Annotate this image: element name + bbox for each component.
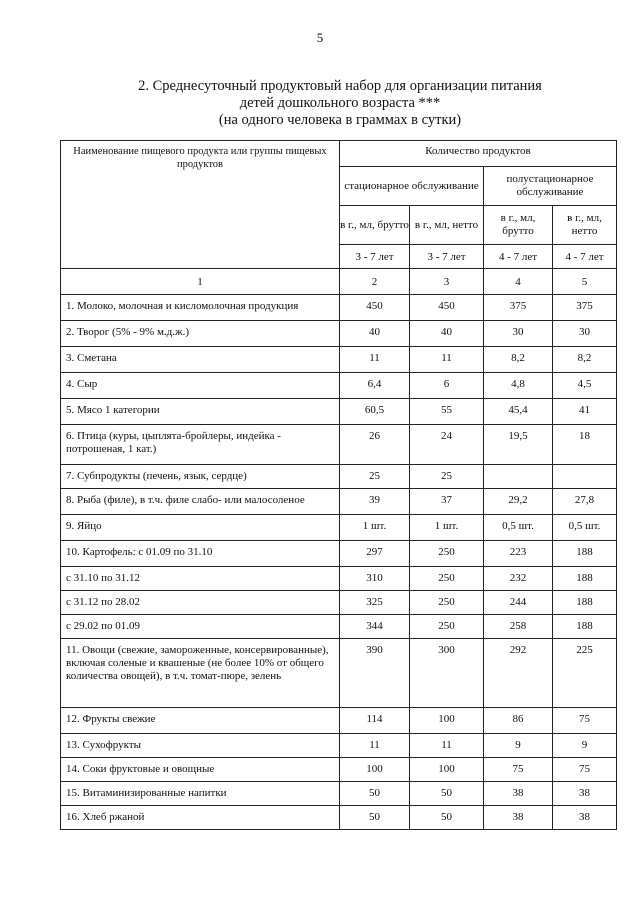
quantity-cell: 75 [553,708,617,734]
quantity-cell: 244 [484,591,553,615]
table-row [61,399,617,425]
header-brutto-semi: в г., мл, брутто [484,206,553,245]
header-age-semi-brutto: 4 - 7 лет [484,245,553,269]
table-row [61,758,617,782]
quantity-cell: 1 шт. [340,515,410,541]
quantity-cell: 223 [484,541,553,567]
quantity-cell: 8,2 [484,347,553,373]
quantity-cell: 100 [410,708,484,734]
quantity-cell: 188 [553,615,617,639]
table-row [61,782,617,806]
quantity-cell: 27,8 [553,489,617,515]
title-line-2: детей дошкольного возраста *** [239,95,441,111]
quantity-cell: 38 [553,782,617,806]
quantity-cell: 50 [340,782,410,806]
quantity-cell: 114 [340,708,410,734]
quantity-cell: 50 [340,806,410,830]
quantity-cell: 250 [410,541,484,567]
column-number-4: 4 [484,269,553,295]
quantity-cell: 450 [340,295,410,321]
product-name-cell: 15. Витаминизированные напитки [61,782,340,806]
product-name-cell: 2. Творог (5% - 9% м.д.ж.) [61,321,340,347]
quantity-cell [553,465,617,489]
table-row [61,591,617,615]
quantity-cell: 24 [410,425,484,465]
column-number-1: 1 [61,269,340,295]
quantity-cell: 38 [553,806,617,830]
quantity-cell: 75 [484,758,553,782]
product-name-cell: 4. Сыр [61,373,340,399]
quantity-cell: 11 [410,347,484,373]
quantity-cell: 0,5 шт. [484,515,553,541]
quantity-cell: 4,5 [553,373,617,399]
quantity-cell: 250 [410,615,484,639]
table-row [61,425,617,465]
quantity-cell: 250 [410,567,484,591]
quantity-cell [484,465,553,489]
quantity-cell: 75 [553,758,617,782]
quantity-cell: 188 [553,567,617,591]
quantity-cell: 9 [484,734,553,758]
table-row [61,295,617,321]
quantity-cell: 100 [410,758,484,782]
table-row [61,347,617,373]
quantity-cell: 25 [410,465,484,489]
quantity-cell: 40 [410,321,484,347]
table-row [61,321,617,347]
product-name-cell: 13. Сухофрукты [61,734,340,758]
quantity-cell: 375 [484,295,553,321]
quantity-cell: 11 [340,347,410,373]
quantity-cell: 45,4 [484,399,553,425]
header-age-semi-netto: 4 - 7 лет [553,245,617,269]
product-name-cell: 1. Молоко, молочная и кисломолочная продукция [61,295,340,321]
quantity-cell: 375 [553,295,617,321]
quantity-cell: 38 [484,782,553,806]
quantity-cell: 310 [340,567,410,591]
header-age-stationary-brutto: 3 - 7 лет [340,245,410,269]
quantity-cell: 41 [553,399,617,425]
product-name-cell: 9. Яйцо [61,515,340,541]
quantity-cell: 344 [340,615,410,639]
quantity-cell: 258 [484,615,553,639]
quantity-cell: 50 [410,782,484,806]
quantity-cell: 232 [484,567,553,591]
product-name-cell: с 29.02 по 01.09 [61,615,340,639]
quantity-cell: 297 [340,541,410,567]
quantity-cell: 1 шт. [410,515,484,541]
product-name-cell: 14. Соки фруктовые и овощные [61,758,340,782]
table-row [61,541,617,567]
quantity-cell: 6 [410,373,484,399]
header-netto-semi: в г., мл, нетто [553,206,617,245]
table-row [61,734,617,758]
table-row [61,639,617,708]
quantity-cell: 39 [340,489,410,515]
product-name-cell: 6. Птица (куры, цыплята-бройлеры, индейка - потрошеная, 1 кат.) [61,425,340,465]
quantity-cell: 250 [410,591,484,615]
quantity-cell: 4,8 [484,373,553,399]
table-row [61,615,617,639]
product-name-cell: 7. Субпродукты (печень, язык, сердце) [61,465,340,489]
column-number-3: 3 [410,269,484,295]
product-name-cell: 12. Фрукты свежие [61,708,340,734]
quantity-cell: 450 [410,295,484,321]
quantity-cell: 225 [553,639,617,708]
title-line-3: (на одного человека в граммах в сутки) [218,112,462,128]
quantity-cell: 50 [410,806,484,830]
product-name-cell: с 31.12 по 28.02 [61,591,340,615]
table-row [61,373,617,399]
table-row [61,708,617,734]
quantity-cell: 60,5 [340,399,410,425]
quantity-cell: 292 [484,639,553,708]
quantity-cell: 18 [553,425,617,465]
title-line-1: 2. Среднесуточный продуктовый набор для организации питания [138,78,542,94]
quantity-cell: 29,2 [484,489,553,515]
quantity-cell: 100 [340,758,410,782]
quantity-cell: 37 [410,489,484,515]
product-name-cell: 3. Сметана [61,347,340,373]
table-row [61,489,617,515]
table-row [61,465,617,489]
quantity-cell: 11 [340,734,410,758]
header-netto-stationary: в г., мл, нетто [410,206,484,245]
product-name-cell: 10. Картофель: с 01.09 по 31.10 [61,541,340,567]
quantity-cell: 30 [553,321,617,347]
quantity-cell: 9 [553,734,617,758]
header-stationary: стационарное обслуживание [340,167,484,206]
quantity-cell: 11 [410,734,484,758]
page-number: 5 [316,30,324,45]
quantity-cell: 390 [340,639,410,708]
column-number-2: 2 [340,269,410,295]
table-row [61,806,617,830]
document-title [60,78,620,129]
header-age-stationary-netto: 3 - 7 лет [410,245,484,269]
product-name-cell: 11. Овощи (свежие, замороженные, консервированные), включая соленые и квашеные (не более 10% от общего количества овощей), в т.ч. томат-пюре, зелень [61,639,340,708]
quantity-cell: 30 [484,321,553,347]
quantity-cell: 188 [553,591,617,615]
quantity-cell: 8,2 [553,347,617,373]
quantity-cell: 300 [410,639,484,708]
quantity-cell: 19,5 [484,425,553,465]
header-product-name: Наименование пищевого продукта или группы пищевых продуктов [61,141,340,269]
quantity-cell: 188 [553,541,617,567]
header-quantity: Количество продуктов [340,141,617,167]
product-name-cell: 16. Хлеб ржаной [61,806,340,830]
product-set-table [60,140,617,830]
quantity-cell: 25 [340,465,410,489]
product-name-cell: 8. Рыба (филе), в т.ч. филе слабо- или малосоленое [61,489,340,515]
quantity-cell: 86 [484,708,553,734]
quantity-cell: 40 [340,321,410,347]
header-brutto-stationary: в г., мл, брутто [340,206,410,245]
quantity-cell: 0,5 шт. [553,515,617,541]
quantity-cell: 325 [340,591,410,615]
header-semi-stationary: полустационарное обслуживание [484,167,617,206]
quantity-cell: 38 [484,806,553,830]
product-name-cell: с 31.10 по 31.12 [61,567,340,591]
table-row [61,567,617,591]
quantity-cell: 55 [410,399,484,425]
column-number-5: 5 [553,269,617,295]
quantity-cell: 26 [340,425,410,465]
table-row [61,515,617,541]
product-name-cell: 5. Мясо 1 категории [61,399,340,425]
quantity-cell: 6,4 [340,373,410,399]
